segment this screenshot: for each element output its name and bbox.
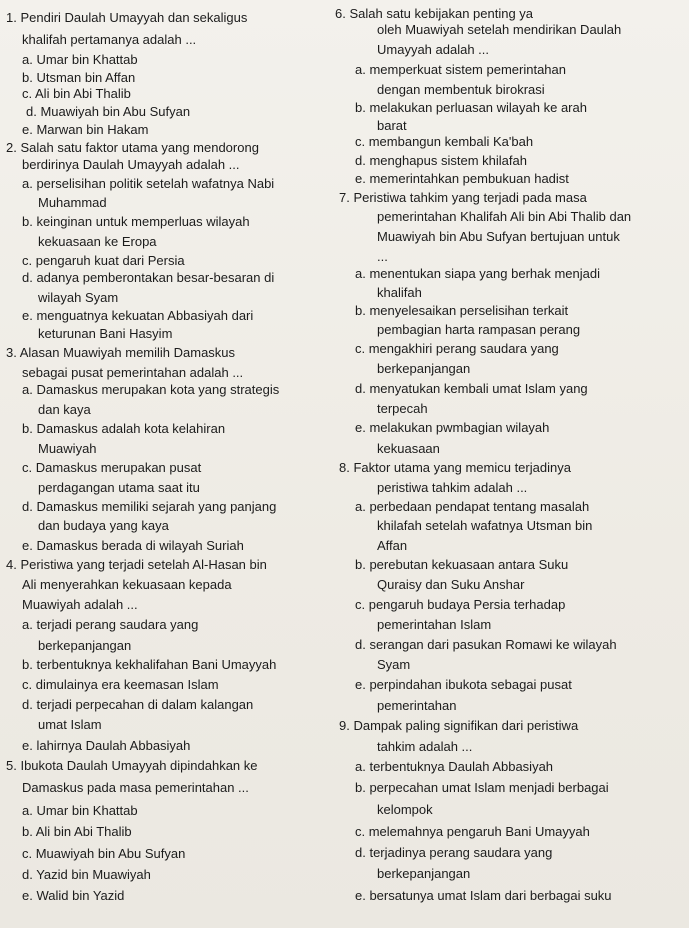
left-text-line: 4. Peristiwa yang terjadi setelah Al-Hasan bin [6, 557, 267, 572]
left-text-line: c. Muawiyah bin Abu Sufyan [22, 846, 186, 861]
left-text-line: keturunan Bani Hasyim [38, 326, 173, 341]
left-text-line: d. Yazid bin Muawiyah [22, 867, 151, 882]
right-text-line: peristiwa tahkim adalah ... [377, 480, 528, 495]
left-text-line: c. dimulainya era keemasan Islam [22, 677, 219, 692]
right-text-line: a. perbedaan pendapat tentang masalah [355, 499, 590, 514]
right-text-line: e. perpindahan ibukota sebagai pusat [355, 677, 572, 692]
right-text-line: d. terjadinya perang saudara yang [355, 845, 553, 860]
left-text-line: e. Walid bin Yazid [22, 888, 125, 903]
left-text-line: b. Utsman bin Affan [22, 70, 136, 85]
right-text-line: terpecah [377, 401, 428, 416]
right-text-line: e. bersatunya umat Islam dari berbagai suku [355, 888, 612, 903]
left-text-line: Muhammad [38, 195, 107, 210]
right-text-line: c. membangun kembali Ka'bah [355, 134, 534, 149]
right-text-line: tahkim adalah ... [377, 739, 473, 754]
right-text-line: dengan membentuk birokrasi [377, 82, 545, 97]
left-text-line: b. Ali bin Abi Thalib [22, 824, 132, 839]
left-text-line: perdagangan utama saat itu [38, 480, 200, 495]
right-text-line: a. terbentuknya Daulah Abbasiyah [355, 759, 554, 774]
left-text-line: b. Damaskus adalah kota kelahiran [22, 421, 226, 436]
left-text-line: berdirinya Daulah Umayyah adalah ... [22, 157, 240, 172]
left-text-line: a. Umar bin Khattab [22, 52, 138, 67]
left-text-line: a. terjadi perang saudara yang [22, 617, 199, 632]
left-text-line: e. menguatnya kekuatan Abbasiyah dari [22, 308, 254, 323]
left-text-line: e. Marwan bin Hakam [22, 122, 149, 137]
right-text-line: pemerintahan Khalifah Ali bin Abi Thalib dan [377, 209, 632, 224]
left-text-line: Muawiyah adalah ... [22, 597, 138, 612]
left-text-line: 3. Alasan Muawiyah memilih Damaskus [6, 345, 236, 360]
right-text-line: b. perebutan kekuasaan antara Suku [355, 557, 569, 572]
right-text-line: 8. Faktor utama yang memicu terjadinya [339, 460, 571, 475]
right-text-line: Syam [377, 657, 411, 672]
left-text-line: b. keinginan untuk memperluas wilayah [22, 214, 250, 229]
right-text-line: barat [377, 118, 407, 133]
left-text-line: a. Damaskus merupakan kota yang strategis [22, 382, 280, 397]
right-text-line: khilafah setelah wafatnya Utsman bin [377, 518, 593, 533]
right-text-line: d. menyatukan kembali umat Islam yang [355, 381, 588, 396]
right-text-line: Muawiyah bin Abu Sufyan bertujuan untuk [377, 229, 620, 244]
right-text-line: pemerintahan Islam [377, 617, 492, 632]
left-text-line: c. Ali bin Abi Thalib [22, 86, 131, 101]
right-text-line: pembagian harta rampasan perang [377, 322, 581, 337]
left-text-line: a. perselisihan politik setelah wafatnya Nabi [22, 176, 275, 191]
left-text-line: Muawiyah [38, 441, 97, 456]
right-text-line: b. menyelesaikan perselisihan terkait [355, 303, 569, 318]
left-text-line: c. pengaruh kuat dari Persia [22, 253, 185, 268]
right-text-line: e. memerintahkan pembukuan hadist [355, 171, 569, 186]
right-text-line: berkepanjangan [377, 361, 471, 376]
left-text-line: sebagai pusat pemerintahan adalah ... [22, 365, 244, 380]
left-text-line: berkepanjangan [38, 638, 132, 653]
left-text-line: d. Muawiyah bin Abu Sufyan [26, 104, 191, 119]
left-text-line: Ali menyerahkan kekuasaan kepada [22, 577, 232, 592]
right-text-line: e. melakukan pwmbagian wilayah [355, 420, 550, 435]
right-text-line: khalifah [377, 285, 422, 300]
right-text-line: c. pengaruh budaya Persia terhadap [355, 597, 566, 612]
right-text-line: Umayyah adalah ... [377, 42, 490, 57]
left-text-line: dan kaya [38, 402, 91, 417]
right-text-line: a. memperkuat sistem pemerintahan [355, 62, 566, 77]
left-text-line: e. lahirnya Daulah Abbasiyah [22, 738, 191, 753]
left-text-line: 1. Pendiri Daulah Umayyah dan sekaligus [6, 10, 248, 25]
right-text-line: c. melemahnya pengaruh Bani Umayyah [355, 824, 590, 839]
left-text-line: khalifah pertamanya adalah ... [22, 32, 197, 47]
right-text-line: d. menghapus sistem khilafah [355, 153, 527, 168]
right-text-line: Affan [377, 538, 408, 553]
left-text-line: e. Damaskus berada di wilayah Suriah [22, 538, 244, 553]
left-text-line: c. Damaskus merupakan pusat [22, 460, 202, 475]
left-text-line: b. terbentuknya kekhalifahan Bani Umayyah [22, 657, 277, 672]
right-text-line: 7. Peristiwa tahkim yang terjadi pada masa [339, 190, 587, 205]
right-text-line: pemerintahan [377, 698, 457, 713]
left-text-line: dan budaya yang kaya [38, 518, 169, 533]
left-text-line: umat Islam [38, 717, 102, 732]
left-text-line: kekuasaan ke Eropa [38, 234, 157, 249]
left-text-line: wilayah Syam [38, 290, 119, 305]
right-text-line: oleh Muawiyah setelah mendirikan Daulah [377, 22, 622, 37]
left-text-line: a. Umar bin Khattab [22, 803, 138, 818]
left-text-line: 5. Ibukota Daulah Umayyah dipindahkan ke [6, 758, 258, 773]
right-text-line: Quraisy dan Suku Anshar [377, 577, 525, 592]
right-text-line: kekuasaan [377, 441, 440, 456]
left-text-line: d. adanya pemberontakan besar-besaran di [22, 270, 275, 285]
right-text-line: ... [377, 249, 388, 264]
right-text-line: 9. Dampak paling signifikan dari peristiwa [339, 718, 579, 733]
right-text-line: berkepanjangan [377, 866, 471, 881]
right-text-line: 6. Salah satu kebijakan penting ya [335, 6, 534, 21]
left-text-line: d. Damaskus memiliki sejarah yang panjang [22, 499, 277, 514]
right-text-line: b. perpecahan umat Islam menjadi berbagai [355, 780, 609, 795]
right-text-line: kelompok [377, 802, 433, 817]
left-text-line: 2. Salah satu faktor utama yang mendorong [6, 140, 259, 155]
right-text-line: b. melakukan perluasan wilayah ke arah [355, 100, 587, 115]
right-text-line: a. menentukan siapa yang berhak menjadi [355, 266, 600, 281]
left-text-line: Damaskus pada masa pemerintahan ... [22, 780, 249, 795]
right-text-line: d. serangan dari pasukan Romawi ke wilayah [355, 637, 617, 652]
left-text-line: d. terjadi perpecahan di dalam kalangan [22, 697, 254, 712]
right-text-line: c. mengakhiri perang saudara yang [355, 341, 559, 356]
